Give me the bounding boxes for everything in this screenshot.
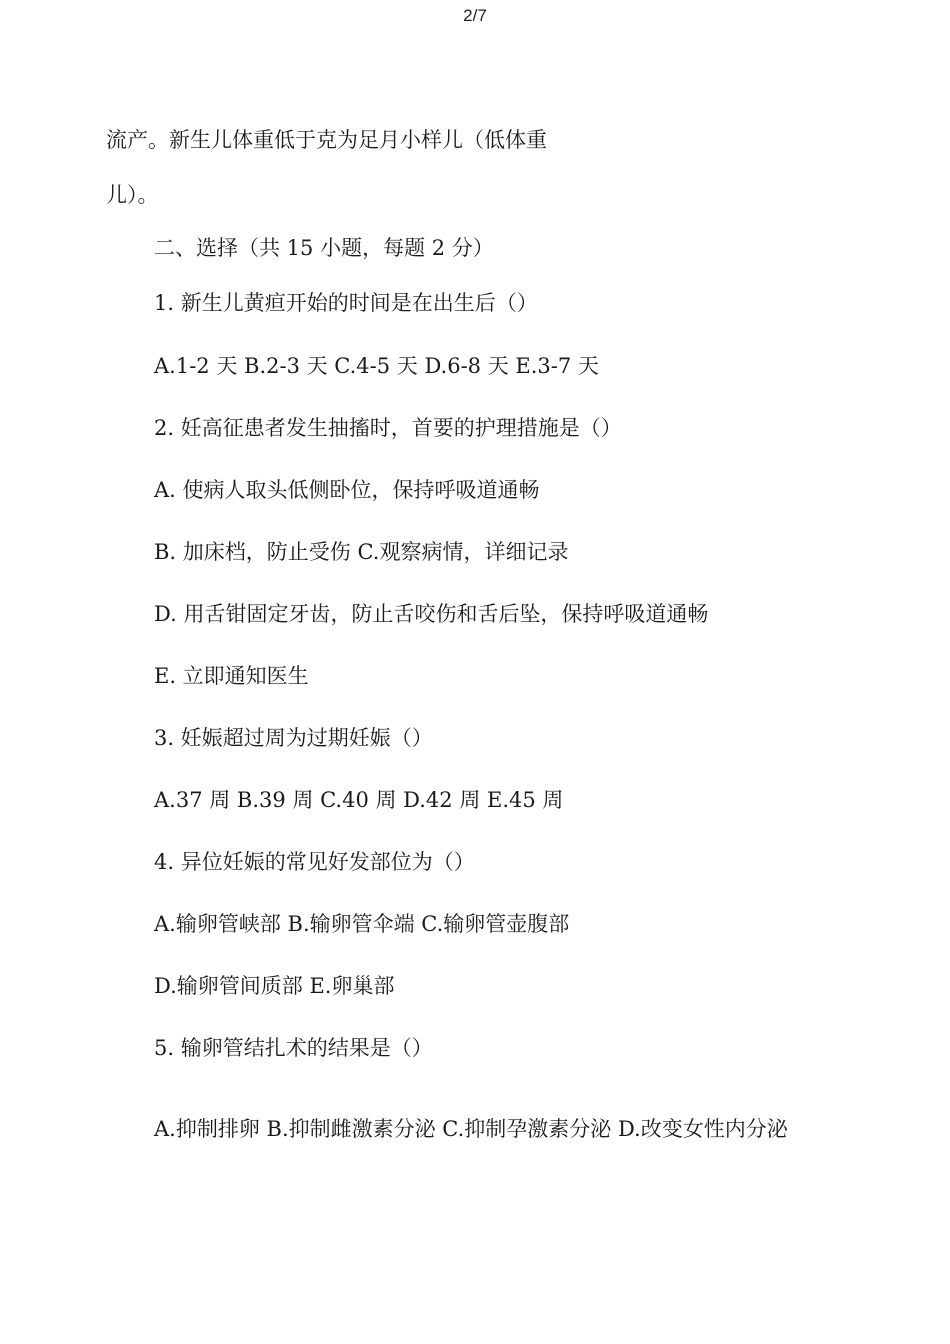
question-5-options: A.抑制排卵 B.抑制雌激素分泌 C.抑制孕激素分泌 D.改变女性内分泌	[154, 1117, 788, 1141]
question-4: 4. 异位妊娠的常见好发部位为（）	[154, 850, 475, 874]
question-3-options: A.37 周 B.39 周 C.40 周 D.42 周 E.45 周	[154, 788, 564, 812]
question-3: 3. 妊娠超过周为过期妊娠（）	[154, 726, 433, 750]
question-1: 1. 新生儿黄疸开始的时间是在出生后（）	[154, 291, 538, 315]
question-4-options-de: D.输卵管间质部 E.卵巢部	[154, 974, 395, 998]
question-2: 2. 妊高征患者发生抽搐时，首要的护理措施是（）	[154, 416, 622, 440]
question-4-options-abc: A.输卵管峡部 B.输卵管伞端 C.输卵管壶腹部	[154, 912, 570, 936]
page-number: 2/7	[463, 6, 487, 25]
question-5: 5. 输卵管结扎术的结果是（）	[154, 1036, 433, 1060]
section-heading: 二、选择（共 15 小题，每题 2 分）	[154, 236, 494, 260]
question-2-option-d: D. 用舌钳固定牙齿，防止舌咬伤和舌后坠，保持呼吸道通畅	[154, 602, 709, 626]
text-line-continuation-2: 儿）。	[106, 183, 159, 207]
question-2-option-e: E. 立即通知医生	[154, 664, 309, 688]
question-1-options: A.1-2 天 B.2-3 天 C.4-5 天 D.6-8 天 E.3-7 天	[154, 354, 599, 378]
question-2-option-a: A. 使病人取头低侧卧位，保持呼吸道通畅	[154, 478, 540, 502]
question-2-option-bc: B. 加床档，防止受伤 C.观察病情，详细记录	[154, 540, 569, 564]
text-line-continuation-1: 流产。新生儿体重低于克为足月小样儿（低体重	[106, 128, 547, 152]
